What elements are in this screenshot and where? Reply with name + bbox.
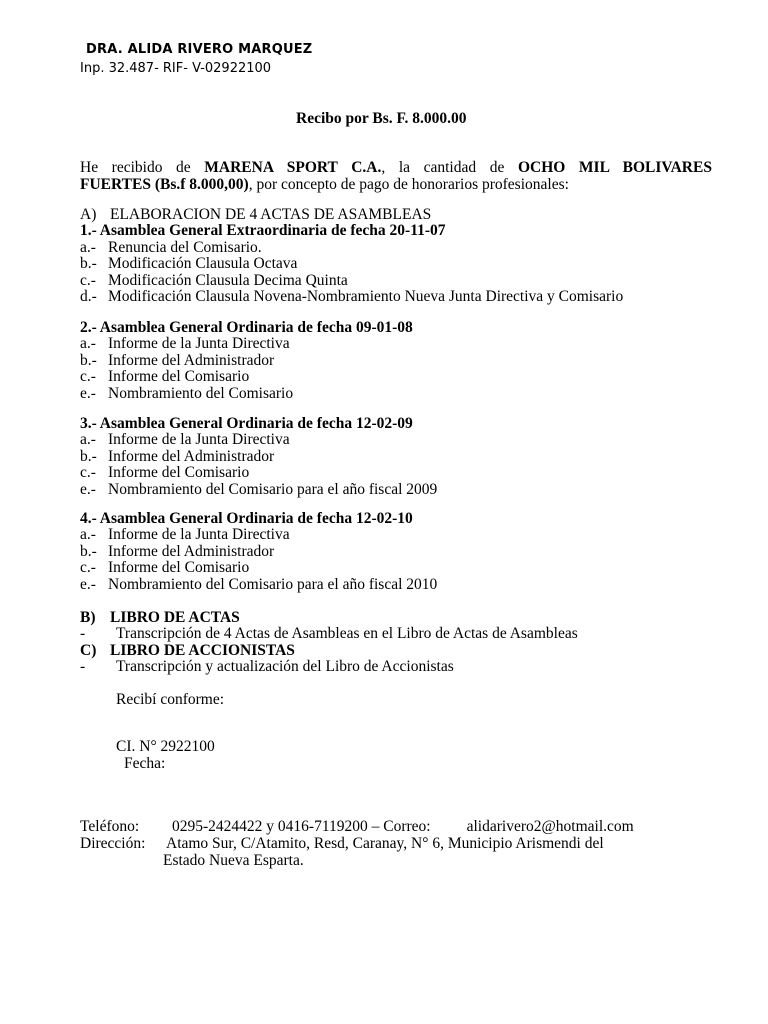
list-item: e.- Nombramiento del Comisario para el año fiscal 2009	[80, 480, 438, 498]
doctor-name: DRA. ALIDA RIVERO MARQUEZ	[86, 42, 313, 57]
list-item: a.- Informe de la Junta Directiva	[80, 431, 290, 449]
list-item: a.- Renuncia del Comisario.	[80, 238, 262, 256]
phone-label: Teléfono:	[80, 818, 140, 835]
list-item: c.- Informe del Comisario	[80, 368, 250, 386]
section-b-c	[80, 610, 578, 676]
section-c-item: - Transcripción y actualización del Libro de Accionistas	[80, 658, 454, 676]
date-label: Fecha:	[124, 755, 166, 772]
section-c-heading: C) LIBRO DE ACCIONISTAS	[80, 641, 295, 659]
list-item: e.- Nombramiento del Comisario para el año fiscal 2010	[80, 575, 438, 593]
list-item: d.- Modificación Clausula Novena-Nombramiento Nueva Junta Directiva y Comisario	[80, 287, 624, 305]
list-item: c.- Informe del Comisario	[80, 559, 250, 577]
list-item: a.- Informe de la Junta Directiva	[80, 526, 290, 544]
intro-text: , la cantidad de	[381, 159, 518, 176]
footer	[80, 819, 634, 870]
address-line: Estado Nueva Esparta.	[163, 852, 304, 869]
amount-words: OCHO MIL BOLIVARES	[517, 159, 712, 176]
section-b-heading: B) LIBRO DE ACTAS	[80, 609, 240, 626]
address-label: Dirección:	[80, 835, 146, 852]
list-item: e.- Nombramiento del Comisario	[80, 384, 294, 402]
assembly-heading: 2.- Asamblea General Ordinaria de fecha 09-01-08	[80, 319, 413, 336]
section-label: A)	[80, 206, 97, 223]
phone-value: 0295-2424422 y 0416-7119200 – Correo:	[172, 818, 431, 835]
list-item: b.- Informe del Administrador	[80, 447, 275, 465]
assembly-4	[80, 511, 437, 593]
footer-address-row-2	[80, 853, 634, 870]
list-item: a.- Informe de la Junta Directiva	[80, 335, 290, 353]
assembly-heading: 4.- Asamblea General Ordinaria de fecha 12-02-10	[80, 510, 413, 527]
list-item: c.- Informe del Comisario	[80, 464, 250, 482]
list-item: b.- Informe del Administrador	[80, 351, 275, 369]
intro-text: , por concepto de pago de honorarios profesionales:	[248, 175, 569, 193]
assembly-3	[80, 416, 437, 498]
amount-words: FUERTES (Bs.f 8.000,00)	[80, 175, 249, 193]
intro-line-1	[80, 160, 712, 177]
intro-text: He recibido de	[80, 159, 205, 176]
footer-phone-row	[80, 819, 634, 836]
ci-number: CI. N° 2922100	[116, 738, 215, 755]
intro-paragraph	[80, 160, 712, 193]
list-item: b.- Modificación Clausula Octava	[80, 255, 298, 273]
email-link[interactable]: alidarivero2@hotmail.com	[466, 818, 634, 835]
received-label: Recibí conforme:	[116, 691, 225, 708]
address-line: Atamo Sur, C/Atamito, Resd, Caranay, N° 6, Municipio Arismendi del	[166, 835, 604, 852]
receipt-title: Recibo por Bs. F. 8.000.00	[296, 110, 467, 127]
list-item: b.- Informe del Administrador	[80, 542, 275, 560]
section-b-item: - Transcripción de 4 Actas de Asambleas en el Libro de Actas de Asambleas	[80, 625, 578, 643]
list-item: c.- Modificación Clausula Decima Quinta	[80, 271, 348, 289]
section-a-heading	[80, 207, 623, 223]
doctor-ids: Inp. 32.487- RIF- V-02922100	[80, 61, 272, 76]
intro-line-2	[80, 177, 712, 194]
footer-address-row	[80, 836, 634, 853]
assembly-2	[80, 320, 413, 402]
section-a	[80, 207, 623, 305]
assembly-heading: 3.- Asamblea General Ordinaria de fecha 12-02-09	[80, 415, 413, 432]
section-title: ELABORACION DE 4 ACTAS DE ASAMBLEAS	[110, 206, 432, 223]
company-name: MARENA SPORT C.A.	[204, 159, 382, 176]
assembly-heading: 1.- Asamblea General Extraordinaria de fecha 20-11-07	[80, 222, 446, 240]
